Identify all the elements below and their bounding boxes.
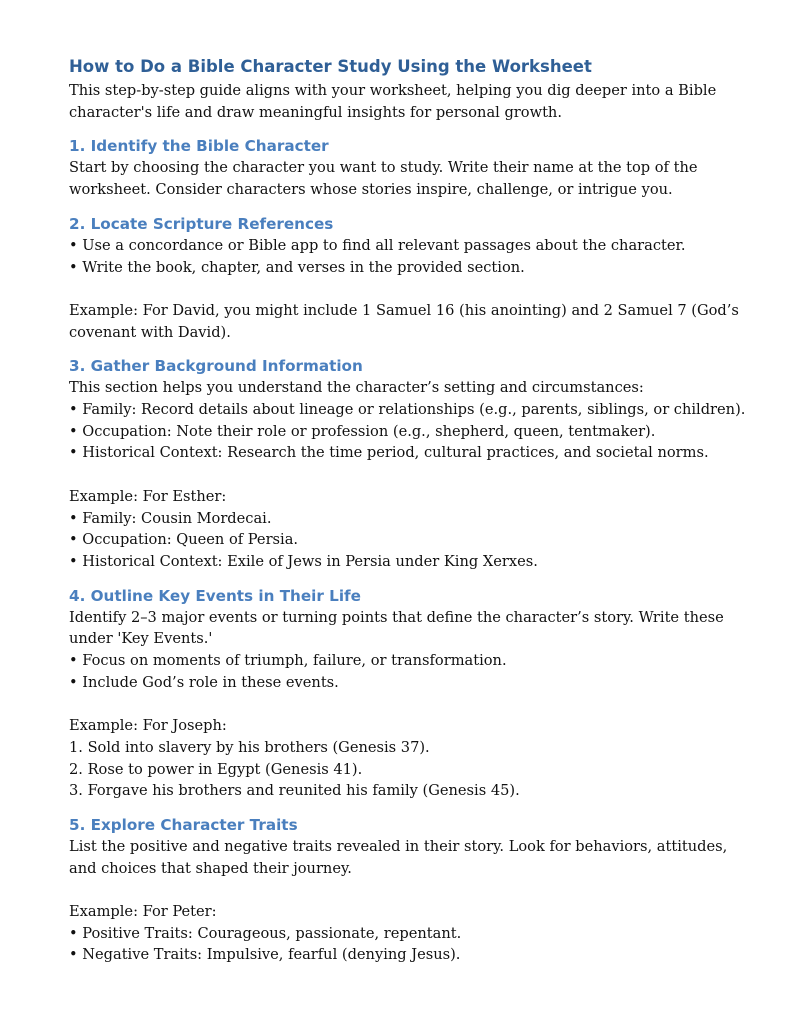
section-scripture-references	[69, 214, 759, 344]
intro-paragraph	[69, 80, 759, 123]
paragraph-line: Start by choosing the character you want to study. Write their name at the top of the	[69, 159, 698, 177]
example-item: 1. Sold into slavery by his brothers (Genesis 37).	[69, 738, 430, 756]
bullet-item: • Write the book, chapter, and verses in the provided section.	[69, 258, 525, 276]
section-heading: 5. Explore Character Traits	[69, 815, 298, 834]
bullet-item: • Include God’s role in these events.	[69, 673, 339, 691]
section-heading: 2. Locate Scripture References	[69, 214, 334, 233]
section-key-events	[69, 586, 759, 802]
bullet-item: • Occupation: Note their role or profession (e.g., shepherd, queen, tentmaker).	[69, 422, 656, 440]
section-identify-character	[69, 136, 759, 200]
example-label: Example: For Esther:	[69, 487, 227, 505]
document-page	[69, 52, 759, 979]
document-title: How to Do a Bible Character Study Using the Worksheet	[69, 57, 592, 76]
bullet-item: • Focus on moments of triumph, failure, or transformation.	[69, 652, 507, 670]
section-heading: 1. Identify the Bible Character	[69, 137, 329, 156]
example-item: • Positive Traits: Courageous, passionate, repentant.	[69, 924, 462, 942]
example-line: Example: For David, you might include 1 Samuel 16 (his anointing) and 2 Samuel 7 (God’s	[69, 301, 739, 319]
bullet-item: • Use a concordance or Bible app to find all relevant passages about the character.	[69, 236, 686, 254]
example-item: • Occupation: Queen of Persia.	[69, 531, 299, 549]
example-line: covenant with David).	[69, 323, 231, 341]
spacer	[69, 879, 759, 901]
paragraph-line: Identify 2–3 major events or turning points that define the character’s story. Write these	[69, 608, 724, 626]
spacer	[69, 464, 759, 486]
intro-line: character's life and draw meaningful insights for personal growth.	[69, 103, 562, 121]
spacer	[69, 278, 759, 300]
example-label: Example: For Joseph:	[69, 717, 227, 735]
intro-line: This step-by-step guide aligns with your worksheet, helping you dig deeper into a Bible	[69, 82, 717, 99]
paragraph-line: and choices that shaped their journey.	[69, 859, 352, 877]
paragraph-line: under 'Key Events.'	[69, 630, 213, 648]
example-item: 2. Rose to power in Egypt (Genesis 41).	[69, 760, 363, 778]
example-item: • Historical Context: Exile of Jews in Persia under King Xerxes.	[69, 552, 538, 570]
section-heading: 4. Outline Key Events in Their Life	[69, 586, 361, 605]
bullet-item: • Family: Record details about lineage or relationships (e.g., parents, siblings, or children).	[69, 401, 746, 419]
bullet-item: • Historical Context: Research the time period, cultural practices, and societal norms.	[69, 444, 709, 462]
example-item: 3. Forgave his brothers and reunited his family (Genesis 45).	[69, 782, 520, 800]
example-label: Example: For Peter:	[69, 903, 217, 921]
example-item: • Family: Cousin Mordecai.	[69, 509, 272, 527]
spacer	[69, 693, 759, 715]
section-heading: 3. Gather Background Information	[69, 357, 363, 376]
section-character-traits	[69, 815, 759, 966]
section-background-information	[69, 356, 759, 572]
paragraph-line: This section helps you understand the character’s setting and circumstances:	[69, 379, 644, 397]
paragraph-line: List the positive and negative traits revealed in their story. Look for behaviors, attitudes,	[69, 837, 728, 855]
paragraph-line: worksheet. Consider characters whose stories inspire, challenge, or intrigue you.	[69, 181, 673, 199]
example-item: • Negative Traits: Impulsive, fearful (denying Jesus).	[69, 946, 461, 964]
